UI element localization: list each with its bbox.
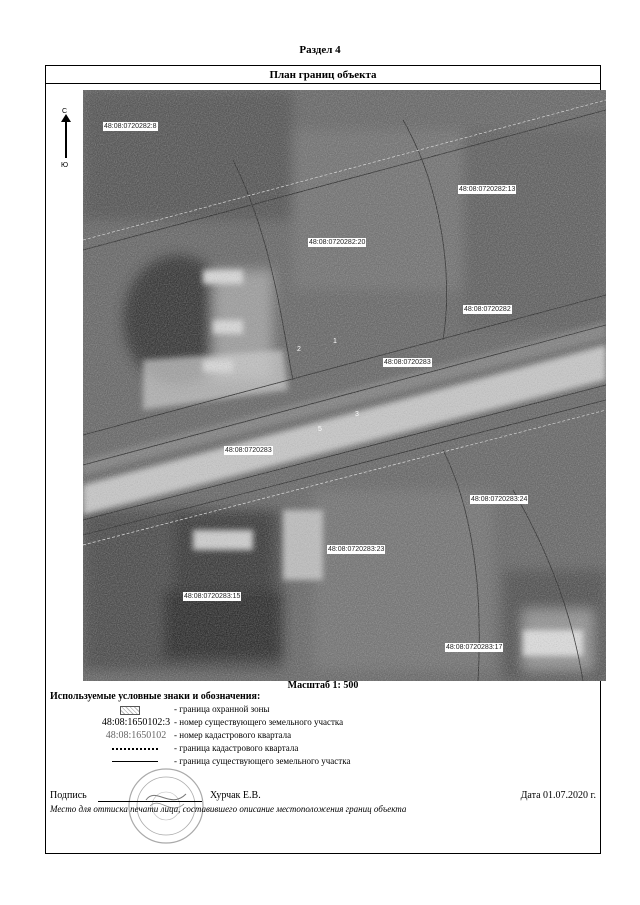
parcel-label: 48:08:0720282 — [464, 306, 511, 313]
legend-row-quarter-boundary — [46, 743, 600, 755]
legend-text: - номер кадастрового квартала — [174, 730, 292, 740]
legend-text: - номер существующего земельного участка — [174, 717, 344, 727]
protection-zone-icon — [120, 706, 140, 715]
document-date: Дата 01.07.2020 г. — [520, 790, 596, 801]
aerial-map — [83, 90, 606, 681]
parcel-label: 48:08:0720282:8 — [104, 123, 157, 130]
signature-row — [50, 790, 598, 804]
legend-title: Используемые условные знаки и обозначения: — [50, 691, 261, 702]
parcel-label: 48:08:0720283 — [225, 447, 272, 454]
compass-south-label: Ю — [61, 162, 69, 169]
scale-label: Масштаб 1: 500 — [287, 680, 359, 691]
legend-symbol — [90, 743, 182, 755]
legend-text: - граница охранной зоны — [174, 704, 270, 714]
plan-title: План границ объекта — [46, 66, 600, 84]
parcel-label: 48:08:0720283 — [384, 359, 431, 366]
legend-row-parcel-number — [46, 717, 600, 729]
aerial-map-image — [83, 90, 606, 681]
parcel-label: 48:08:0720283:15 — [184, 593, 241, 600]
compass-shaft — [65, 120, 67, 158]
parcel-label: 48:08:0720283:23 — [328, 546, 385, 553]
parcel-label: 48:08:0720282:20 — [309, 239, 366, 246]
parcel-label: 48:08:0720283:17 — [446, 644, 503, 651]
stamp-note: Место для оттиска печати лица, составившего описание местоположения границ объекта — [50, 804, 407, 814]
solid-line-icon — [112, 761, 158, 762]
point-label: 1 — [333, 338, 337, 345]
legend-symbol — [90, 704, 182, 716]
signature-line — [98, 801, 202, 802]
compass-north-label: С — [62, 108, 68, 115]
legend-symbol: 48:08:1650102 — [105, 730, 167, 741]
legend-symbol: 48:08:1650102:3 — [101, 717, 171, 728]
section-title: Раздел 4 — [299, 44, 341, 56]
legend-text: - граница кадастрового квартала — [174, 743, 299, 753]
document-frame — [45, 65, 601, 854]
parcel-label: 48:08:0720282:13 — [459, 186, 516, 193]
point-label: 5 — [318, 426, 322, 433]
signature-label: Подпись — [50, 790, 87, 801]
point-label: 3 — [355, 411, 359, 418]
point-label: 2 — [297, 346, 301, 353]
dotted-line-icon — [112, 748, 158, 750]
legend-row-quarter-number — [46, 730, 600, 742]
parcel-label: 48:08:0720283:24 — [471, 496, 528, 503]
legend-row-zone — [46, 704, 600, 716]
signer-name: Хурчак Е.В. — [210, 790, 261, 801]
legend-text: - граница существующего земельного участка — [174, 756, 351, 766]
compass — [60, 108, 72, 172]
